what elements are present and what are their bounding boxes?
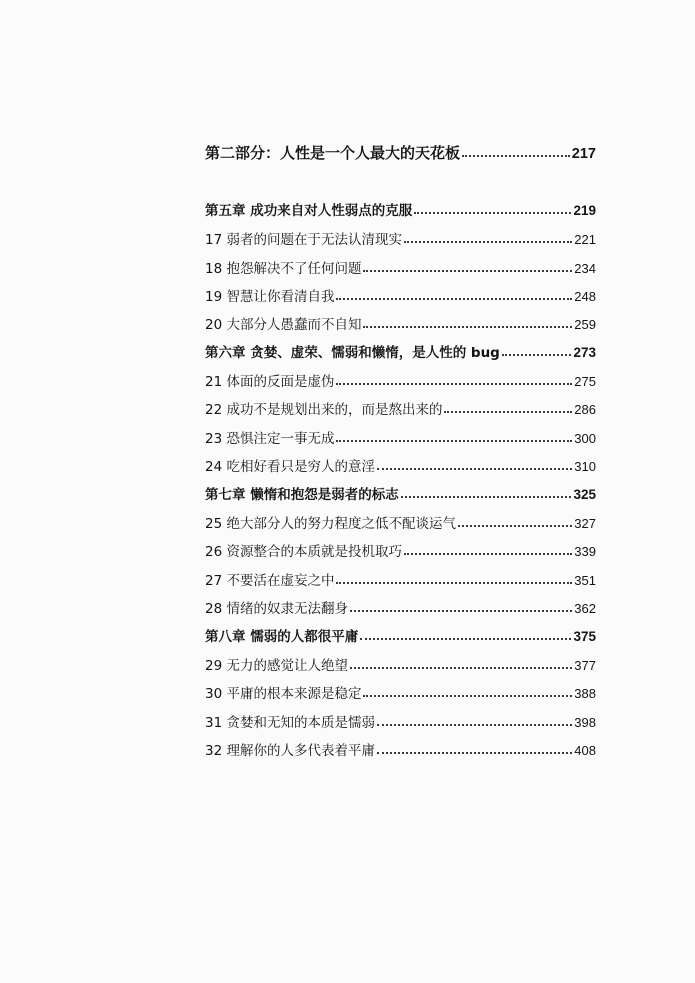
toc-entry-section (205, 742, 596, 760)
toc-entry-page: 351 (574, 573, 596, 588)
dot-leader (377, 718, 572, 728)
toc-entry-page: 375 (573, 629, 596, 644)
toc-entry-title: 25 绝大部分人的努力程度之低不配谈运气 (205, 516, 456, 532)
dot-leader (363, 264, 572, 274)
toc-entry-section (205, 657, 596, 675)
toc-entry-section (205, 288, 596, 306)
toc-entry-title: 20 大部分人愚蠢而不自知 (205, 317, 362, 333)
toc-entry-title: 第六章 贪婪、虚荣、懦弱和懒惰，是人性的 bug (205, 345, 500, 361)
toc-entry-page: 219 (573, 203, 596, 218)
toc-entry-title: 32 理解你的人多代表着平庸 (205, 743, 375, 759)
toc-entry-part (205, 144, 596, 163)
dot-leader (363, 689, 572, 699)
toc-entry-page: 275 (574, 374, 596, 389)
toc-entry-title: 18 抱怨解决不了任何问题 (205, 261, 362, 277)
toc-entry-section (205, 543, 596, 561)
toc-entry-section (205, 572, 596, 590)
toc-entry-title: 第五章 成功来自对人性弱点的克服 (205, 203, 413, 219)
dot-leader (444, 405, 572, 415)
dot-leader (336, 576, 572, 586)
dot-leader (350, 604, 572, 614)
toc-entry-page: 362 (574, 601, 596, 616)
dot-leader (462, 149, 570, 159)
toc-entry-section (205, 316, 596, 334)
toc-entry-section (205, 231, 596, 249)
dot-leader (336, 377, 572, 387)
toc-entry-title: 第七章 懒惰和抱怨是弱者的标志 (205, 487, 399, 503)
toc-entry-page: 217 (571, 146, 596, 162)
toc-entry-chapter (205, 202, 596, 220)
dot-leader (336, 434, 572, 444)
toc-entry-section (205, 458, 596, 476)
toc-entry-title: 17 弱者的问题在于无法认清现实 (205, 232, 402, 248)
toc-entry-page: 377 (574, 658, 596, 673)
toc-entry-title: 22 成功不是规划出来的，而是熬出来的 (205, 402, 443, 418)
dot-leader (458, 519, 572, 529)
toc-entry-title: 26 资源整合的本质就是投机取巧 (205, 544, 402, 560)
toc-entry-section (205, 373, 596, 391)
toc-entry-title: 27 不要活在虚妄之中 (205, 573, 335, 589)
toc-entry-page: 248 (574, 289, 596, 304)
toc-entry-title: 28 情绪的奴隶无法翻身 (205, 601, 348, 617)
toc-entry-page: 221 (574, 232, 596, 247)
toc-entry-page: 325 (573, 487, 596, 502)
dot-leader (360, 632, 571, 642)
toc-entry-chapter (205, 628, 596, 646)
dot-leader (377, 462, 572, 472)
toc-entry-title: 29 无力的感觉让人绝望 (205, 658, 348, 674)
toc-entry-page: 327 (574, 516, 596, 531)
toc-entry-title: 31 贪婪和无知的本质是懦弱 (205, 715, 375, 731)
toc-entry-page: 398 (574, 715, 596, 730)
toc-entry-chapter (205, 344, 596, 362)
toc-entry-page: 408 (574, 743, 596, 758)
toc-entry-page: 234 (574, 261, 596, 276)
dot-leader (414, 206, 571, 216)
dot-leader (401, 490, 572, 500)
dot-leader (377, 746, 572, 756)
toc-entry-page: 300 (574, 431, 596, 446)
toc-entry-section (205, 515, 596, 533)
toc-entry-title: 23 恐惧注定一事无成 (205, 431, 335, 447)
toc-entry-title: 第二部分：人性是一个人最大的天花板 (205, 144, 461, 162)
toc-entry-title: 24 吃相好看只是穷人的意淫 (205, 459, 375, 475)
toc-entry-page: 388 (574, 686, 596, 701)
toc-entry-section (205, 260, 596, 278)
toc-entry-chapter (205, 486, 596, 504)
toc-entry-section (205, 714, 596, 732)
toc-entry-section (205, 685, 596, 703)
toc-entry-page: 339 (574, 544, 596, 559)
toc-entry-page: 273 (573, 345, 596, 360)
toc-entry-page: 310 (574, 459, 596, 474)
dot-leader (404, 235, 572, 245)
dot-leader (502, 348, 572, 358)
toc-entry-page: 286 (574, 402, 596, 417)
dot-leader (350, 661, 572, 671)
toc-entry-section (205, 430, 596, 448)
toc-entry-title: 21 体面的反面是虚伪 (205, 374, 335, 390)
toc-entry-title: 30 平庸的根本来源是稳定 (205, 686, 362, 702)
dot-leader (404, 547, 572, 557)
toc-entry-section (205, 600, 596, 618)
toc-entry-title: 第八章 懦弱的人都很平庸 (205, 629, 359, 645)
toc-entry-section (205, 401, 596, 419)
toc-entry-title: 19 智慧让你看清自我 (205, 289, 335, 305)
dot-leader (336, 292, 572, 302)
dot-leader (363, 320, 572, 330)
toc-entry-page: 259 (574, 317, 596, 332)
